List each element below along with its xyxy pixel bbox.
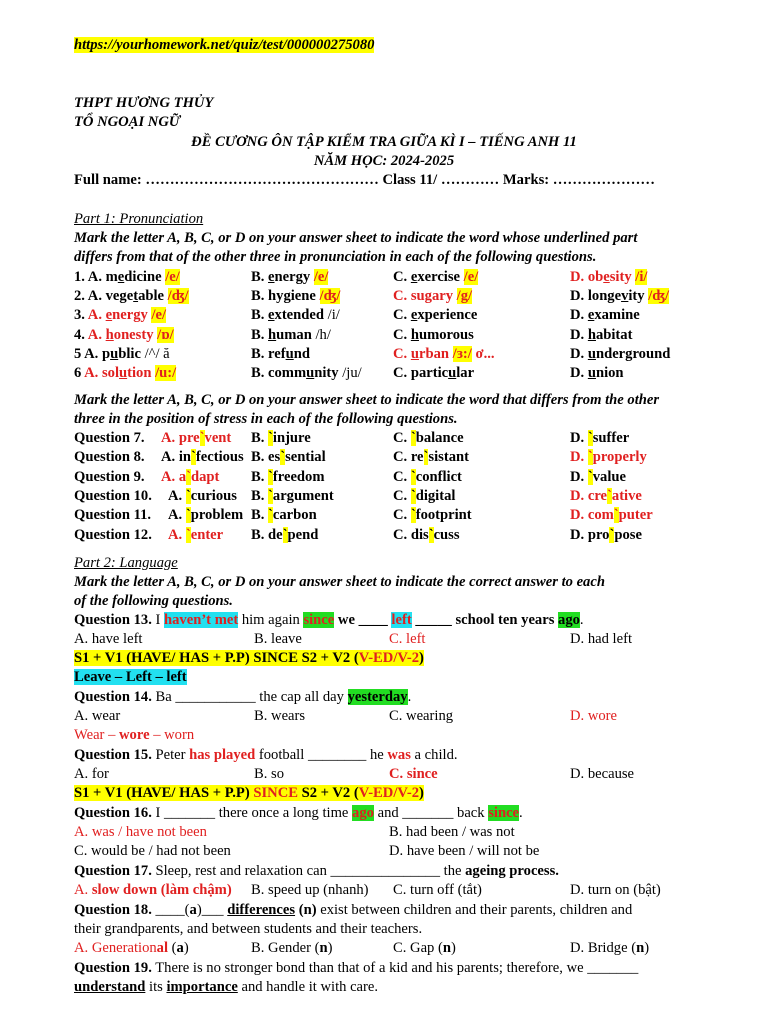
syllable-after: problem xyxy=(190,507,244,523)
pron-q6-option-b[interactable] xyxy=(251,364,362,383)
pron-q3-option-c[interactable] xyxy=(393,306,477,325)
syllable-after: ative xyxy=(611,488,642,504)
stress-mark: ` xyxy=(410,488,416,504)
pron-q1-option-c[interactable] xyxy=(393,268,478,287)
word-suffix: ary xyxy=(431,288,454,304)
stress-q9-option-a[interactable] xyxy=(161,468,219,487)
option-letter: C. xyxy=(393,488,411,504)
stress-q8-option-c[interactable] xyxy=(393,448,469,467)
q15-option-b[interactable]: B. so xyxy=(254,766,285,782)
syllable-after: fectious xyxy=(195,449,244,465)
stress-question-label: Question 7. xyxy=(74,430,145,446)
source-url[interactable]: https://yourhomework.net/quiz/test/000000275080 xyxy=(74,37,375,53)
word-suffix: uman xyxy=(276,327,312,343)
ipa-symbol: /e/ xyxy=(313,269,329,285)
stress-mark: ` xyxy=(607,488,612,504)
underlined-sound: h xyxy=(268,327,277,343)
stress-mark: ` xyxy=(410,469,416,485)
syllable-after: dapt xyxy=(191,469,220,485)
stress-mark: ` xyxy=(185,507,191,523)
question-13: Question 13. I haven’t met him again since we ____ left _____ school ten years ago. xyxy=(74,612,584,628)
underlined-sound: e xyxy=(410,307,418,323)
stress-q12-option-b[interactable] xyxy=(251,526,318,545)
q13-note: Leave – Left – left xyxy=(74,669,187,685)
option-letter: A. xyxy=(168,527,186,543)
syllable-after: balance xyxy=(415,430,464,446)
syllable-after: sistant xyxy=(428,449,469,465)
word-suffix: nion xyxy=(595,365,624,381)
underlined-sound: e xyxy=(268,307,275,323)
option-letter: D. xyxy=(570,430,588,446)
stress-mark: ` xyxy=(186,469,192,485)
stress-mark: ` xyxy=(587,449,593,465)
pron-q3-option-b[interactable] xyxy=(251,306,340,325)
option-letter: C. xyxy=(393,469,411,485)
stress-mark: ` xyxy=(268,488,273,504)
ipa-symbol: /ɒ/ xyxy=(157,327,174,343)
word-prefix: C. xyxy=(393,346,411,362)
underlined-sound: u xyxy=(587,365,596,381)
word-prefix: B. ref xyxy=(251,346,286,362)
option-letter: A. xyxy=(161,469,179,485)
option-letter: C. xyxy=(393,430,411,446)
syllable-after: properly xyxy=(592,449,647,465)
word-suffix: lar xyxy=(456,365,475,381)
word-prefix: D. ob xyxy=(570,269,604,285)
question-18: Question 18. ____(a)___ differences (n) exist between children and their parents, children and xyxy=(74,902,633,918)
word-prefix: B. hy xyxy=(251,288,284,304)
option-letter: D. xyxy=(570,449,588,465)
syllable-after: puter xyxy=(618,507,653,523)
pron-q1-option-d[interactable] xyxy=(570,268,647,287)
underlined-sound: e xyxy=(117,269,125,285)
stress-mark: ` xyxy=(199,430,205,446)
word-suffix: nity xyxy=(314,365,339,381)
ipa-symbol: /ʤ/ xyxy=(167,288,189,304)
stress-mark: ` xyxy=(410,507,416,523)
q17-option-a[interactable]: A. slow down (làm chậm) xyxy=(74,882,232,898)
word-prefix: D. xyxy=(570,365,588,381)
stress-q11-option-a[interactable] xyxy=(168,506,243,525)
underlined-sound: e xyxy=(105,307,113,323)
q14-option-a[interactable]: A. wear xyxy=(74,708,121,724)
option-letter: C. xyxy=(393,527,411,543)
stress-q12-option-a[interactable] xyxy=(168,526,223,545)
word-prefix: A. m xyxy=(87,269,118,285)
stress-mark: ` xyxy=(268,507,273,523)
stress-mark: ` xyxy=(268,430,273,446)
department-name: TỔ NGOẠI NGỮ xyxy=(74,114,181,130)
q16-option-d[interactable]: D. have been / will not be xyxy=(389,843,540,859)
syllable-after: cuss xyxy=(433,527,460,543)
word-prefix: C. xyxy=(393,269,411,285)
underlined-sound: u xyxy=(448,365,457,381)
q13-grammar-rule: S1 + V1 (HAVE/ HAS + P.P) SINCE S2 + V2 (V-ED/V-2) xyxy=(74,650,424,666)
ipa-symbol: /i/ xyxy=(327,307,340,323)
option-letter: A. xyxy=(168,488,186,504)
ipa-symbol: /e/ xyxy=(165,269,180,285)
syllable-before: de xyxy=(268,527,283,543)
school-year: NĂM HỌC: 2024-2025 xyxy=(313,153,455,169)
underlined-sound: e xyxy=(603,269,610,285)
word-prefix: A. xyxy=(87,307,106,323)
stress-instruction-line1: Mark the letter A, B, C, or D on your answer sheet to indicate the word that differs from the other xyxy=(74,392,660,408)
q13-option-d[interactable]: D. had left xyxy=(570,631,633,647)
stress-q12-option-c[interactable] xyxy=(393,526,460,545)
stress-question-label: Question 12. xyxy=(74,527,152,543)
word-suffix: xperience xyxy=(417,307,478,323)
syllable-before: pre xyxy=(178,430,200,446)
word-prefix: B. xyxy=(251,307,269,323)
student-info-line: Full name: ………………………………………… Class 11/ ………… Marks: ………………… xyxy=(74,172,655,188)
pron-q4-option-d[interactable] xyxy=(570,326,632,345)
option-letter: B. xyxy=(251,449,269,465)
pron-q2-option-a[interactable] xyxy=(74,287,189,306)
word-suffix: iene xyxy=(290,288,316,304)
pron-q2-option-b[interactable] xyxy=(251,287,340,306)
stress-q10-option-b[interactable] xyxy=(251,487,334,506)
word-prefix: B. xyxy=(251,269,269,285)
underlined-sound: h xyxy=(587,327,596,343)
part2-instruction-line2: of the following questions. xyxy=(74,593,233,609)
underlined-sound: h xyxy=(410,327,419,343)
option-letter: D. xyxy=(570,488,588,504)
option-letter: A. xyxy=(161,430,179,446)
stress-mark: ` xyxy=(410,430,416,446)
word-prefix: B. comm xyxy=(251,365,307,381)
word-suffix: nd xyxy=(293,346,310,362)
q18-option-d[interactable]: D. Bridge (n) xyxy=(570,940,650,956)
question-number: 5 xyxy=(74,346,82,362)
underlined-sound: g xyxy=(283,288,291,304)
syllable-after: value xyxy=(592,469,626,485)
word-suffix: xamine xyxy=(594,307,640,323)
q15-option-c[interactable]: C. since xyxy=(389,766,438,782)
syllable-after: pose xyxy=(614,527,642,543)
word-prefix: A. vege xyxy=(87,288,134,304)
question-19: Question 19. There is no stronger bond than that of a kid and his parents; therefore, we _______ xyxy=(74,960,639,976)
ipa-symbol: /ɜ:/ xyxy=(452,346,472,362)
word-suffix: rban xyxy=(418,346,449,362)
word-suffix: abitat xyxy=(595,327,633,343)
ipa-symbol: /ʤ/ xyxy=(319,288,341,304)
part1-instruction-line1: Mark the letter A, B, C, or D on your answer sheet to indicate the word whose underlined part xyxy=(74,230,638,246)
pron-q4-option-b[interactable] xyxy=(251,326,331,345)
question-number: 4. xyxy=(74,327,85,343)
stress-q9-option-b[interactable] xyxy=(251,468,325,487)
option-letter: A. xyxy=(161,449,179,465)
syllable-before: cre xyxy=(587,488,608,504)
pron-q3-option-d[interactable] xyxy=(570,306,640,325)
pron-q1-option-a[interactable] xyxy=(74,268,180,287)
pron-q6-option-c[interactable] xyxy=(393,364,474,383)
option-letter: C. xyxy=(393,507,411,523)
question-number: 2. xyxy=(74,288,85,304)
word-prefix: B. xyxy=(251,327,269,343)
part1-title: Part 1: Pronunciation xyxy=(74,211,204,227)
underlined-sound: u xyxy=(285,346,294,362)
q16-option-c[interactable]: C. would be / had not been xyxy=(74,843,231,859)
syllable-before: es xyxy=(268,449,281,465)
stress-mark: ` xyxy=(185,488,191,504)
q17-option-b[interactable]: B. speed up (nhanh) xyxy=(251,882,369,898)
syllable-after: pend xyxy=(287,527,319,543)
part1-instruction-line2: differs from that of the other three in pronunciation in each of the following questions. xyxy=(74,249,597,265)
syllable-after: footprint xyxy=(415,507,472,523)
q15-option-a[interactable]: A. for xyxy=(74,766,109,782)
q13-option-a[interactable]: A. have left xyxy=(74,631,143,647)
question-number: 6 xyxy=(74,365,82,381)
underlined-sound: v xyxy=(621,288,629,304)
word-prefix: A. xyxy=(87,327,106,343)
word-suffix: sity xyxy=(609,269,632,285)
document-title: ĐỀ CƯƠNG ÔN TẬP KIỂM TRA GIỮA KÌ I – TIẾNG ANH 11 xyxy=(191,134,577,150)
pron-q5-option-c[interactable] xyxy=(393,345,495,364)
underlined-sound: u xyxy=(306,365,315,381)
q16-option-a[interactable]: A. was / have not been xyxy=(74,824,207,840)
underlined-sound: t xyxy=(133,288,139,304)
ipa-symbol: /h/ xyxy=(315,327,331,343)
note-text: ơ... xyxy=(471,346,495,362)
option-letter: D. xyxy=(570,527,588,543)
word-suffix: xercise xyxy=(417,269,461,285)
pron-q2-option-d[interactable] xyxy=(570,287,669,306)
q15-grammar-rule: S1 + V1 (HAVE/ HAS + P.P) SINCE S2 + V2 (V-ED/V-2) xyxy=(74,785,424,801)
pron-q2-option-c[interactable] xyxy=(393,287,472,306)
word-suffix: tion xyxy=(127,365,152,381)
stress-mark: ` xyxy=(613,507,619,523)
syllable-after: conflict xyxy=(415,469,462,485)
question-number: 1. xyxy=(74,269,85,285)
ipa-symbol: /e/ xyxy=(151,307,167,323)
question-number: 3. xyxy=(74,307,85,323)
syllable-after: vent xyxy=(204,430,232,446)
question-17: Question 17. Sleep, rest and relaxation can _______________ the ageing process. xyxy=(74,863,559,879)
word-prefix: C. xyxy=(393,327,411,343)
stress-q9-option-c[interactable] xyxy=(393,468,462,487)
word-suffix: blic xyxy=(118,346,141,362)
pron-q5-option-b[interactable] xyxy=(251,345,310,364)
pron-q4-option-a[interactable] xyxy=(74,326,174,345)
q17-option-d[interactable]: D. turn on (bật) xyxy=(570,882,661,898)
stress-q11-option-c[interactable] xyxy=(393,506,472,525)
word-prefix: C. xyxy=(393,307,411,323)
syllable-after: curious xyxy=(190,488,237,504)
underlined-sound: u xyxy=(119,365,128,381)
syllable-before: pro xyxy=(587,527,610,543)
q14-note: Wear – wore – worn xyxy=(74,727,195,743)
stress-question-label: Question 11. xyxy=(74,507,152,523)
ipa-symbol: /i/ xyxy=(635,269,648,285)
q13-option-b[interactable]: B. leave xyxy=(254,631,302,647)
pron-q5-option-a[interactable] xyxy=(74,345,170,364)
option-letter: C. xyxy=(393,449,411,465)
word-prefix: D. xyxy=(570,346,588,362)
question-15: Question 15. Peter has played football ________ he was a child. xyxy=(74,747,458,763)
underlined-sound: e xyxy=(268,269,275,285)
school-name: THPT HƯƠNG THỦY xyxy=(74,95,214,111)
syllable-before: dis xyxy=(410,527,429,543)
word-prefix: A. p xyxy=(84,346,111,362)
q18-option-b[interactable]: B. Gender (n) xyxy=(251,940,333,956)
stress-q10-option-c[interactable] xyxy=(393,487,455,506)
pron-q4-option-c[interactable] xyxy=(393,326,474,345)
stress-instruction-line2: three in the position of stress in each of the following questions. xyxy=(74,411,458,427)
question-16: Question 16. I _______ there once a long time ago and _______ back since. xyxy=(74,805,523,821)
stress-mark: ` xyxy=(587,430,593,446)
pron-q6-option-a[interactable] xyxy=(74,364,176,383)
underlined-sound: g xyxy=(424,288,432,304)
stress-q12-option-d[interactable] xyxy=(570,526,642,545)
stress-q11-option-d[interactable] xyxy=(570,506,653,525)
word-prefix: C. partic xyxy=(393,365,449,381)
ipa-symbol: /g/ xyxy=(456,288,473,304)
word-suffix: nergy xyxy=(112,307,148,323)
stress-q8-option-d[interactable] xyxy=(570,448,647,467)
pron-q6-option-d[interactable] xyxy=(570,364,624,383)
q18-option-c[interactable]: C. Gap (n) xyxy=(393,940,456,956)
syllable-after: suffer xyxy=(592,430,630,446)
word-prefix: A. sol xyxy=(84,365,120,381)
stress-question-label: Question 10. xyxy=(74,488,152,504)
word-prefix: D. xyxy=(570,307,588,323)
word-suffix: nergy xyxy=(274,269,311,285)
syllable-after: freedom xyxy=(272,469,325,485)
part2-instruction-line1: Mark the letter A, B, C, or D on your answer sheet to indicate the correct answer to each xyxy=(74,574,605,590)
part2-title: Part 2: Language xyxy=(74,555,178,571)
word-prefix: C. su xyxy=(393,288,425,304)
stress-mark: ` xyxy=(423,449,429,465)
q13-option-c[interactable]: C. left xyxy=(389,631,426,647)
stress-q8-option-a[interactable] xyxy=(161,448,244,467)
q14-option-d[interactable]: D. wore xyxy=(570,708,618,724)
syllable-before: re xyxy=(410,449,424,465)
question-19-line2: understand its importance and handle it with care. xyxy=(74,979,379,995)
option-letter: A. xyxy=(168,507,186,523)
ipa-symbol: /u:/ xyxy=(155,365,177,381)
pron-q3-option-a[interactable] xyxy=(74,306,166,325)
q16-option-b[interactable]: B. had been / was not xyxy=(389,824,515,840)
underlined-sound: h xyxy=(105,327,114,343)
stress-q11-option-b[interactable] xyxy=(251,506,317,525)
word-suffix: onesty xyxy=(113,327,154,343)
stress-mark: ` xyxy=(280,449,286,465)
stress-q7-option-a[interactable] xyxy=(161,429,231,448)
underlined-sound: u xyxy=(587,346,596,362)
syllable-after: injure xyxy=(272,430,311,446)
stress-mark: ` xyxy=(282,527,288,543)
syllable-after: carbon xyxy=(272,507,317,523)
syllable-after: digital xyxy=(415,488,456,504)
syllable-before: a xyxy=(178,469,187,485)
stress-mark: ` xyxy=(185,527,191,543)
syllable-before: in xyxy=(178,449,192,465)
ipa-symbol: /ju/ xyxy=(342,365,362,381)
underlined-sound: e xyxy=(410,269,418,285)
stress-q9-option-d[interactable] xyxy=(570,468,626,487)
word-suffix: umorous xyxy=(418,327,474,343)
syllable-after: argument xyxy=(272,488,334,504)
option-letter: B. xyxy=(251,527,269,543)
stress-q8-option-b[interactable] xyxy=(251,448,326,467)
underlined-sound: u xyxy=(110,346,119,362)
pron-q5-option-d[interactable] xyxy=(570,345,670,364)
ipa-symbol: /ʤ/ xyxy=(648,288,670,304)
stress-question-label: Question 9. xyxy=(74,469,145,485)
word-suffix: able xyxy=(138,288,165,304)
ipa-symbol: /^/ ă xyxy=(144,346,170,362)
stress-mark: ` xyxy=(609,527,615,543)
word-prefix: D. longe xyxy=(570,288,622,304)
stress-q7-option-b[interactable] xyxy=(251,429,311,448)
option-letter: B. xyxy=(251,488,269,504)
stress-q10-option-d[interactable] xyxy=(570,487,642,506)
stress-mark: ` xyxy=(268,469,273,485)
word-suffix: dicine xyxy=(124,269,162,285)
option-letter: D. xyxy=(570,507,588,523)
word-prefix: D. xyxy=(570,327,588,343)
ipa-symbol: /e/ xyxy=(463,269,479,285)
stress-q7-option-d[interactable] xyxy=(570,429,629,448)
option-letter: D. xyxy=(570,469,588,485)
syllable-after: sential xyxy=(285,449,326,465)
q18-option-a[interactable]: A. Generational (a) xyxy=(74,940,189,956)
stress-mark: ` xyxy=(191,449,196,465)
syllable-after: enter xyxy=(190,527,224,543)
syllable-before: com xyxy=(587,507,614,523)
option-letter: B. xyxy=(251,430,269,446)
option-letter: B. xyxy=(251,469,269,485)
q14-option-b[interactable]: B. wears xyxy=(254,708,306,724)
stress-q7-option-c[interactable] xyxy=(393,429,464,448)
underlined-sound: e xyxy=(587,307,595,323)
question-18-line2: their grandparents, and between students and their teachers. xyxy=(74,921,423,937)
word-suffix: xtended xyxy=(274,307,324,323)
word-suffix: nderground xyxy=(595,346,671,362)
word-suffix: ity xyxy=(628,288,645,304)
stress-mark: ` xyxy=(587,469,593,485)
q15-option-d[interactable]: D. because xyxy=(570,766,635,782)
question-14: Question 14. Ba ___________ the cap all day yesterday. xyxy=(74,689,412,705)
q17-option-c[interactable]: C. turn off (tắt) xyxy=(393,882,482,898)
option-letter: B. xyxy=(251,507,269,523)
stress-mark: ` xyxy=(428,527,434,543)
pron-q1-option-b[interactable] xyxy=(251,268,328,287)
stress-q10-option-a[interactable] xyxy=(168,487,237,506)
q14-option-c[interactable]: C. wearing xyxy=(389,708,454,724)
underlined-sound: u xyxy=(410,346,419,362)
stress-question-label: Question 8. xyxy=(74,449,145,465)
